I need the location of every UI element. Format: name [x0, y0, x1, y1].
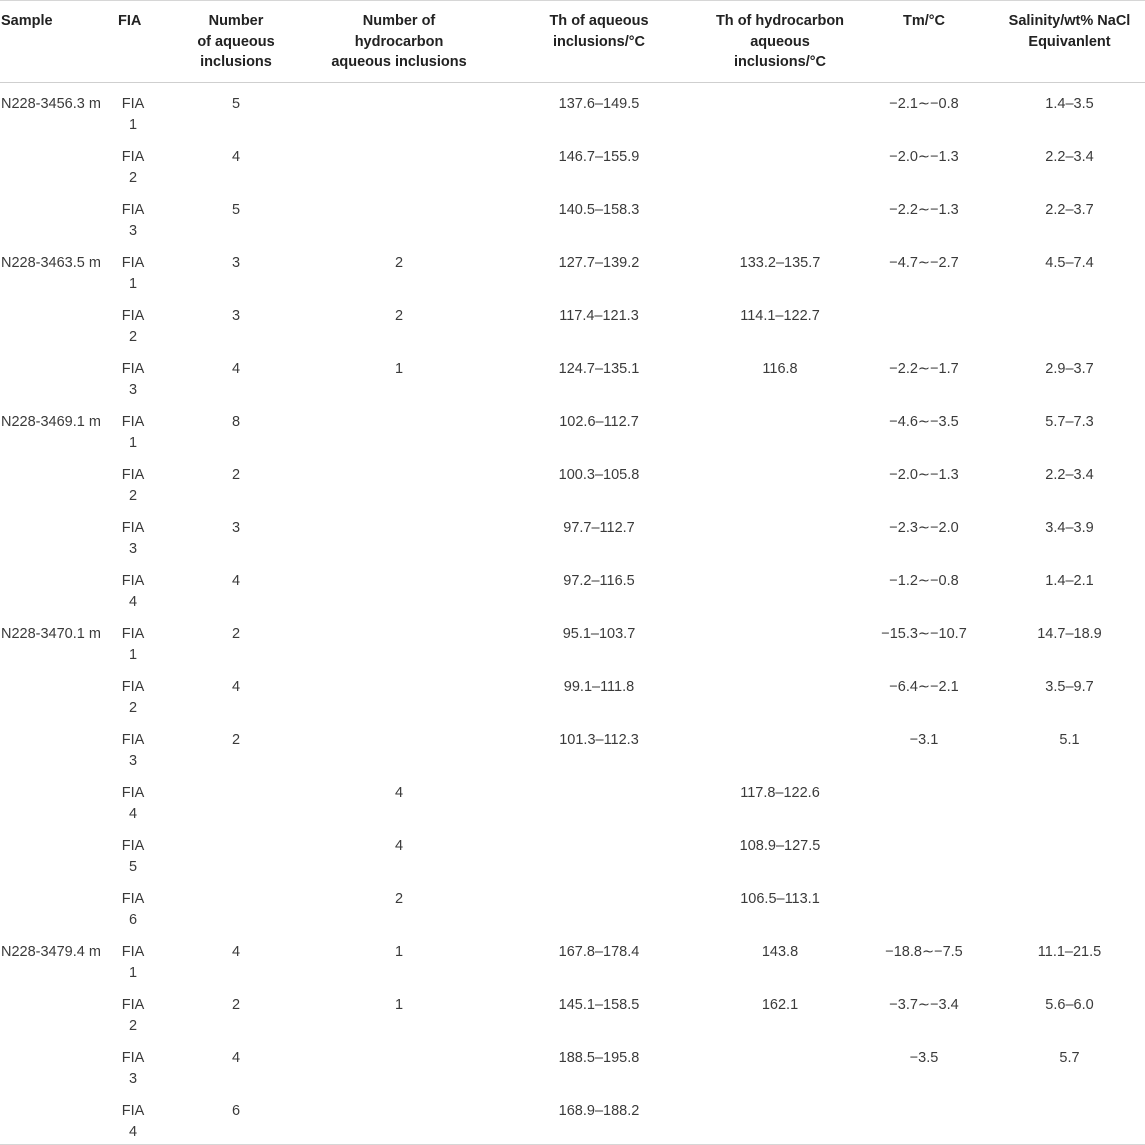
fia-cell: [108, 455, 166, 508]
tm-cell: −3.7∼−3.4: [889, 996, 959, 1013]
num-aqueous-cell: [166, 826, 306, 879]
header-row: [0, 1, 1145, 83]
header-fia: [108, 1, 166, 83]
fia-cell: [108, 82, 166, 137]
num-hydrocarbon-cell: 2: [394, 254, 404, 271]
num-aqueous-cell: 8: [231, 413, 241, 430]
fia-cell: [108, 296, 166, 349]
th-hydrocarbon-cell: 106.5–113.1: [740, 890, 820, 907]
tm-cell: −2.2∼−1.3: [889, 201, 959, 218]
fia-label-part: 2: [128, 700, 138, 716]
table-row: [0, 932, 1145, 985]
fia-cell: [108, 773, 166, 826]
th-hydrocarbon-cell: 162.1: [761, 996, 799, 1013]
th-hydrocarbon-cell: 143.8: [761, 943, 799, 960]
salinity-cell: 2.2–3.4: [1045, 148, 1094, 165]
header-line: inclusions/°C: [733, 54, 826, 70]
num-aqueous-cell: 4: [231, 360, 241, 377]
fia-cell: [108, 826, 166, 879]
th-aqueous-cell: 97.2–116.5: [563, 572, 635, 589]
tm-cell: [854, 826, 994, 879]
fia-label-part: FIA: [121, 943, 145, 960]
table-row: [0, 667, 1145, 720]
fia-label-part: 4: [128, 594, 138, 610]
tm-cell: −2.3∼−2.0: [889, 519, 959, 536]
table-row: [0, 402, 1145, 455]
th-hydrocarbon-cell: [706, 720, 854, 773]
tm-cell: −2.0∼−1.3: [889, 466, 959, 483]
num-aqueous-cell: 4: [231, 943, 241, 960]
salinity-cell: [994, 773, 1145, 826]
fia-cell: [108, 932, 166, 985]
fia-label-part: FIA: [121, 148, 145, 165]
fia-label-part: FIA: [121, 307, 145, 324]
sample-cell: [0, 985, 108, 1038]
num-hydrocarbon-cell: 2: [394, 890, 404, 907]
table-row: [0, 720, 1145, 773]
salinity-cell: 1.4–3.5: [1045, 95, 1094, 112]
table-row: [0, 1038, 1145, 1091]
header-line: of aqueous: [197, 33, 275, 50]
fia-cell: [108, 508, 166, 561]
fia-label-part: 4: [128, 806, 138, 822]
num-aqueous-cell: 4: [231, 148, 241, 165]
sample-cell: N228-3469.1 m: [1, 413, 101, 430]
num-aqueous-cell: 2: [231, 996, 241, 1013]
table-row: [0, 508, 1145, 561]
th-hydrocarbon-cell: [706, 190, 854, 243]
num-hydrocarbon-cell: [306, 82, 492, 137]
header-salinity: [994, 1, 1145, 83]
sample-cell: N228-3463.5 m: [1, 254, 101, 271]
fia-label-part: FIA: [121, 890, 145, 907]
salinity-cell: 5.6–6.0: [1045, 996, 1094, 1013]
sample-cell: [0, 879, 108, 932]
fia-label-part: FIA: [121, 837, 145, 854]
th-aqueous-cell: 97.7–112.7: [563, 519, 635, 536]
num-aqueous-cell: 5: [231, 95, 241, 112]
th-aqueous-cell: 102.6–112.7: [559, 413, 639, 430]
tm-cell: [854, 1091, 994, 1145]
num-aqueous-cell: 3: [231, 307, 241, 324]
th-aqueous-cell: 117.4–121.3: [559, 307, 639, 324]
num-hydrocarbon-cell: 1: [394, 360, 404, 377]
num-hydrocarbon-cell: [306, 614, 492, 667]
num-aqueous-cell: 4: [231, 678, 241, 695]
salinity-cell: 5.7–7.3: [1045, 413, 1094, 430]
num-hydrocarbon-cell: 1: [394, 996, 404, 1013]
fia-label-part: 6: [128, 912, 138, 928]
salinity-cell: 2.2–3.7: [1045, 201, 1094, 218]
sample-cell: N228-3479.4 m: [1, 943, 101, 960]
salinity-cell: 3.4–3.9: [1045, 519, 1094, 536]
th-hydrocarbon-cell: 114.1–122.7: [740, 307, 820, 324]
table-row: [0, 561, 1145, 614]
num-aqueous-cell: 2: [231, 625, 241, 642]
fia-label-part: FIA: [121, 731, 145, 748]
th-hydrocarbon-cell: 133.2–135.7: [739, 254, 821, 271]
sample-cell: [0, 349, 108, 402]
num-aqueous-cell: [166, 879, 306, 932]
header-th-hydrocarbon: [706, 1, 854, 83]
header-sample-text: Sample: [1, 13, 53, 29]
tm-cell: −4.7∼−2.7: [889, 254, 959, 271]
sample-cell: [0, 667, 108, 720]
table-row: [0, 137, 1145, 190]
th-hydrocarbon-cell: 117.8–122.6: [740, 784, 820, 801]
header-tm-text: Tm/°C: [902, 13, 946, 29]
th-aqueous-cell: [492, 879, 706, 932]
th-aqueous-cell: [492, 773, 706, 826]
th-aqueous-cell: 188.5–195.8: [558, 1049, 640, 1066]
fia-label-part: 3: [128, 753, 138, 769]
th-aqueous-cell: 95.1–103.7: [562, 625, 636, 642]
num-aqueous-cell: 2: [231, 731, 241, 748]
salinity-cell: 5.1: [1059, 731, 1080, 748]
fia-cell: [108, 1091, 166, 1145]
tm-cell: [854, 773, 994, 826]
fia-label-part: FIA: [121, 519, 145, 536]
header-line: Salinity/wt% NaCl: [1008, 13, 1131, 29]
th-hydrocarbon-cell: [706, 1091, 854, 1145]
sample-cell: [0, 561, 108, 614]
th-hydrocarbon-cell: [706, 508, 854, 561]
th-aqueous-cell: 124.7–135.1: [558, 360, 640, 377]
table-row: [0, 349, 1145, 402]
fia-label-part: FIA: [121, 360, 145, 377]
header-sample: [0, 1, 108, 83]
th-hydrocarbon-cell: 116.8: [762, 360, 798, 377]
num-hydrocarbon-cell: [306, 402, 492, 455]
table-row: [0, 455, 1145, 508]
header-line: hydrocarbon: [354, 33, 444, 50]
fia-label-part: 1: [128, 276, 138, 292]
num-aqueous-cell: 4: [231, 1049, 241, 1066]
tm-cell: −18.8∼−7.5: [885, 943, 963, 960]
fia-label-part: FIA: [121, 201, 145, 218]
fia-label-part: FIA: [121, 678, 145, 695]
num-aqueous-cell: 2: [231, 466, 241, 483]
th-aqueous-cell: 99.1–111.8: [563, 678, 635, 695]
fia-label-part: 5: [128, 859, 138, 875]
th-aqueous-cell: 168.9–188.2: [492, 1091, 706, 1145]
fia-cell: [108, 243, 166, 296]
salinity-cell: [994, 1091, 1145, 1145]
table-row: [0, 826, 1145, 879]
th-aqueous-cell: 140.5–158.3: [558, 201, 640, 218]
header-tm: [854, 1, 994, 83]
fia-label-part: 1: [128, 647, 138, 663]
num-hydrocarbon-cell: [306, 720, 492, 773]
tm-cell: −1.2∼−0.8: [889, 572, 959, 589]
tm-cell: −6.4∼−2.1: [889, 678, 959, 695]
tm-cell: −3.1: [909, 731, 939, 748]
salinity-cell: [994, 296, 1145, 349]
header-line: inclusions/°C: [552, 33, 645, 50]
fia-cell: [108, 349, 166, 402]
sample-cell: [0, 296, 108, 349]
header-num-aqueous: [166, 1, 306, 83]
tm-cell: [854, 879, 994, 932]
salinity-cell: [994, 879, 1145, 932]
salinity-cell: 1.4–2.1: [1045, 572, 1094, 589]
fia-label-part: 3: [128, 1071, 138, 1087]
sample-cell: [0, 773, 108, 826]
th-aqueous-cell: 100.3–105.8: [558, 466, 640, 483]
th-hydrocarbon-cell: [706, 614, 854, 667]
sample-cell: [0, 1038, 108, 1091]
fia-label-part: FIA: [121, 254, 145, 271]
salinity-cell: [994, 826, 1145, 879]
fia-label-part: FIA: [121, 1049, 145, 1066]
tm-cell: −2.0∼−1.3: [889, 148, 959, 165]
fia-label-part: 1: [128, 435, 138, 451]
sample-cell: [0, 455, 108, 508]
salinity-cell: 3.5–9.7: [1045, 678, 1094, 695]
th-hydrocarbon-cell: [706, 137, 854, 190]
table-row: [0, 243, 1145, 296]
header-line: aqueous: [750, 33, 810, 50]
sample-cell: N228-3470.1 m: [1, 625, 101, 642]
fia-cell: [108, 402, 166, 455]
tm-cell: −2.1∼−0.8: [889, 95, 959, 112]
header-line: Number of: [362, 13, 436, 29]
table-header: [0, 1, 1145, 83]
fia-label-part: 3: [128, 382, 138, 398]
header-line: inclusions: [200, 54, 272, 70]
fia-label-part: 2: [128, 329, 138, 345]
th-aqueous-cell: 167.8–178.4: [558, 943, 640, 960]
num-hydrocarbon-cell: [306, 455, 492, 508]
table-row: [0, 879, 1145, 932]
num-hydrocarbon-cell: [306, 667, 492, 720]
table-row: [0, 985, 1145, 1038]
sample-cell: N228-3456.3 m: [1, 95, 101, 112]
fia-cell: [108, 879, 166, 932]
header-line: Th of hydrocarbon: [715, 13, 845, 29]
th-aqueous-cell: 146.7–155.9: [558, 148, 640, 165]
th-aqueous-cell: [492, 826, 706, 879]
sample-cell: [0, 826, 108, 879]
fia-cell: [108, 985, 166, 1038]
num-hydrocarbon-cell: 2: [394, 307, 404, 324]
th-hydrocarbon-cell: 108.9–127.5: [739, 837, 821, 854]
fia-label-part: FIA: [121, 996, 145, 1013]
num-hydrocarbon-cell: [306, 137, 492, 190]
header-line: Number: [208, 13, 264, 29]
fia-label-part: 4: [128, 1124, 138, 1140]
tm-cell: −4.6∼−3.5: [889, 413, 959, 430]
sample-cell: [0, 720, 108, 773]
header-line: Th of aqueous: [549, 13, 649, 29]
num-aqueous-cell: 4: [231, 572, 241, 589]
num-aqueous-cell: 6: [166, 1091, 306, 1145]
header-th-aqueous: [492, 1, 706, 83]
salinity-cell: 2.9–3.7: [1045, 360, 1094, 377]
th-hydrocarbon-cell: [706, 402, 854, 455]
num-aqueous-cell: 5: [231, 201, 241, 218]
th-hydrocarbon-cell: [706, 1038, 854, 1091]
fia-cell: [108, 190, 166, 243]
tm-cell: −3.5: [909, 1049, 939, 1066]
th-hydrocarbon-cell: [706, 455, 854, 508]
salinity-cell: 5.7: [1059, 1049, 1080, 1066]
fia-label-part: FIA: [121, 466, 145, 483]
table-row: [0, 1091, 1145, 1145]
table-row: [0, 614, 1145, 667]
salinity-cell: 2.2–3.4: [1045, 466, 1094, 483]
fia-label-part: 3: [128, 223, 138, 239]
tm-cell: −15.3∼−10.7: [881, 625, 967, 642]
num-hydrocarbon-cell: 4: [394, 837, 404, 854]
fia-label-part: 3: [128, 541, 138, 557]
fia-cell: [108, 614, 166, 667]
num-hydrocarbon-cell: [306, 190, 492, 243]
fia-label-part: FIA: [121, 625, 145, 642]
fia-label-part: FIA: [121, 413, 145, 430]
table-row: [0, 190, 1145, 243]
sample-cell: [0, 137, 108, 190]
tm-cell: −2.2∼−1.7: [889, 360, 959, 377]
fia-label-part: FIA: [121, 572, 145, 589]
header-line: Equivanlent: [1028, 33, 1111, 50]
num-hydrocarbon-cell: [306, 1091, 492, 1145]
fia-label-part: 1: [128, 117, 138, 133]
num-hydrocarbon-cell: [306, 1038, 492, 1091]
num-hydrocarbon-cell: [306, 508, 492, 561]
salinity-cell: 14.7–18.9: [1037, 625, 1102, 642]
fia-label-part: 2: [128, 488, 138, 504]
salinity-cell: 4.5–7.4: [1045, 254, 1094, 271]
fia-cell: [108, 667, 166, 720]
salinity-cell: 11.1–21.5: [1037, 943, 1102, 960]
fia-label-part: 2: [128, 170, 138, 186]
num-aqueous-cell: [166, 773, 306, 826]
table-body: [0, 82, 1145, 1144]
num-hydrocarbon-cell: [306, 561, 492, 614]
fia-label-part: 1: [128, 965, 138, 981]
header-fia-text: FIA: [118, 13, 142, 29]
sample-cell: [0, 508, 108, 561]
header-line: aqueous inclusions: [331, 54, 467, 70]
table-row: [0, 82, 1145, 137]
fia-cell: [108, 137, 166, 190]
th-hydrocarbon-cell: [706, 561, 854, 614]
th-hydrocarbon-cell: [706, 82, 854, 137]
th-hydrocarbon-cell: [706, 667, 854, 720]
table-row: [0, 773, 1145, 826]
fia-cell: [108, 720, 166, 773]
sample-cell: [0, 190, 108, 243]
th-aqueous-cell: 137.6–149.5: [558, 95, 640, 112]
header-num-hydrocarbon: [306, 1, 492, 83]
num-hydrocarbon-cell: 1: [394, 943, 404, 960]
fia-label-part: FIA: [121, 1102, 145, 1119]
num-hydrocarbon-cell: 4: [394, 784, 404, 801]
sample-cell: [0, 1091, 108, 1145]
fia-cell: [108, 1038, 166, 1091]
num-aqueous-cell: 3: [231, 254, 241, 271]
tm-cell: [854, 296, 994, 349]
num-aqueous-cell: 3: [231, 519, 241, 536]
th-aqueous-cell: 101.3–112.3: [559, 731, 639, 748]
fia-label-part: FIA: [121, 784, 145, 801]
fia-label-part: FIA: [121, 95, 145, 112]
fia-cell: [108, 561, 166, 614]
th-aqueous-cell: 145.1–158.5: [558, 996, 640, 1013]
fia-label-part: 2: [128, 1018, 138, 1034]
th-aqueous-cell: 127.7–139.2: [558, 254, 640, 271]
table-row: [0, 296, 1145, 349]
